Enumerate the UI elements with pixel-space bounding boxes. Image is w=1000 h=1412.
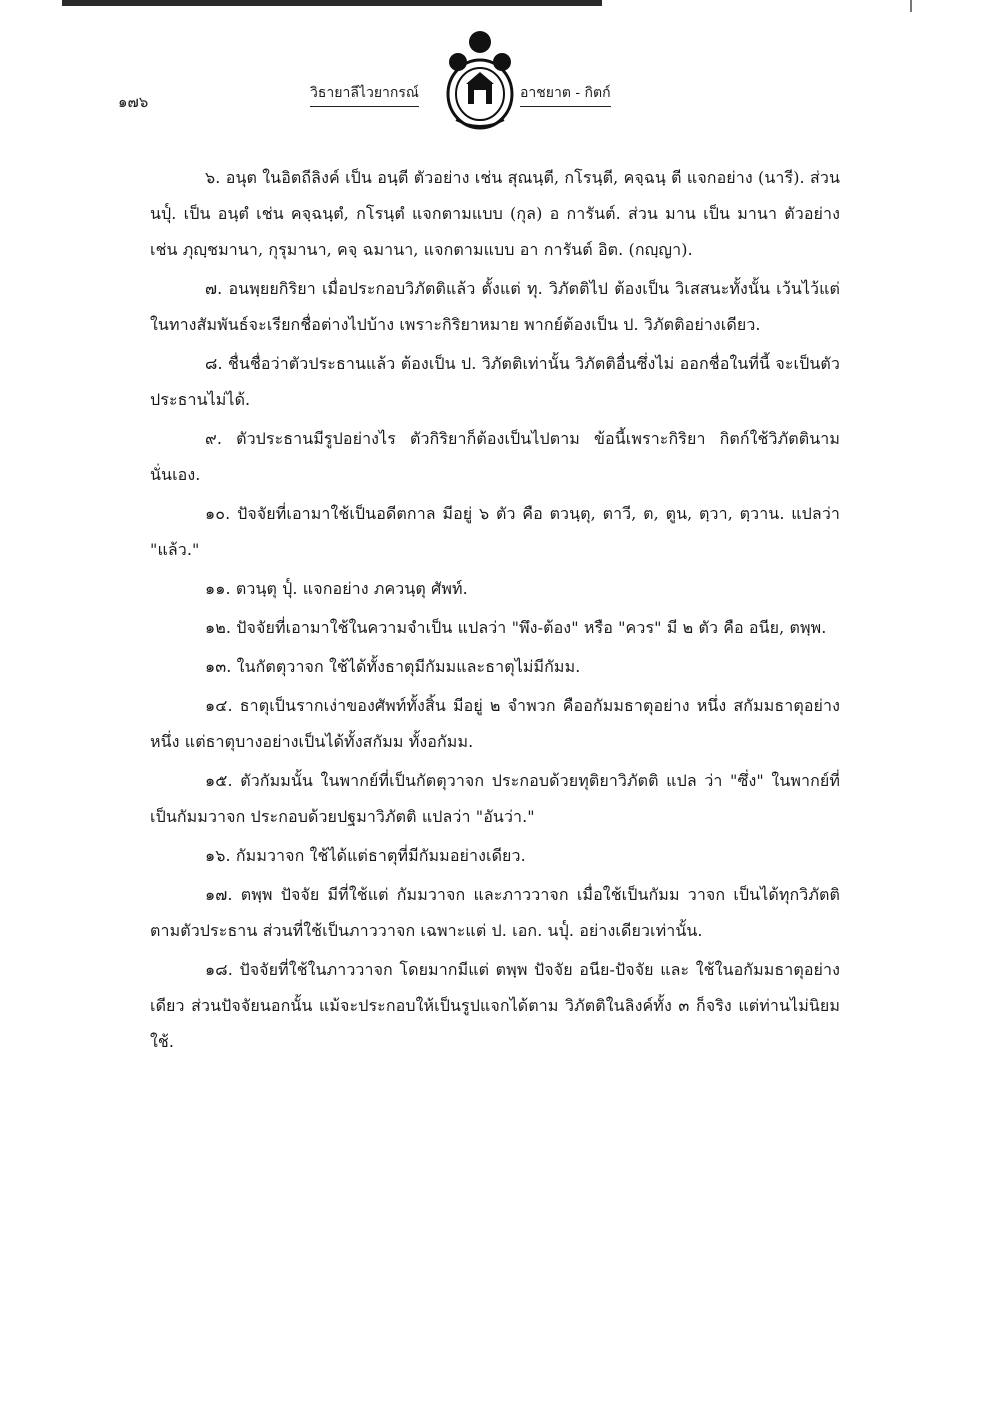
page-number: ๑๗๖ <box>118 93 149 111</box>
paragraph-text: อนพฺยยกิริยา เมื่อประกอบวิภัตติแล้ว ตั้งแต่ ทุ. วิภัตติไป ต้องเป็น วิเสสนะทั้งนั้น เว้นไว้แต่ในทางสัมพันธ์จะเรียกชื่อต่างไปบ้าง เพราะกิริยาหมาย พากย์ต้องเป็น ป. วิภัตติอย่างเดียว. <box>150 279 840 334</box>
paragraph <box>150 877 840 949</box>
paragraph-text: ธาตุเป็นรากเง่าของศัพท์ทั้งสิ้น มีอยู่ ๒ จำพวก คืออกัมมธาตุอย่าง หนึ่ง สกัมมธาตุอย่างหนึ่ง แต่ธาตุบางอย่างเป็นได้ทั้งสกัมม ทั้งอกัมม. <box>150 696 840 751</box>
paragraph <box>150 838 840 874</box>
paragraph <box>150 610 840 646</box>
paragraph-text: ตพฺพ ปัจจัย มีที่ใช้แต่ กัมมวาจก และภาววาจก เมื่อใช้เป็นกัมม วาจก เป็นได้ทุกวิภัตติตามตัวประธาน ส่วนที่ใช้เป็นภาววาจก เฉพาะแต่ ป. เอก. นปุ๎. อย่างเดียวเท่านั้น. <box>150 885 840 940</box>
paragraph <box>150 496 840 568</box>
paragraph <box>150 271 840 343</box>
paragraph-text: ชื่นชื่อว่าตัวประธานแล้ว ต้องเป็น ป. วิภัตติเท่านั้น วิภัตติอื่นซึ่งไม่ ออกชื่อในที่นี้ จะเป็นตัวประธานไม่ได้. <box>150 354 840 409</box>
item-number: ๑๐. <box>205 504 231 523</box>
paragraph <box>150 421 840 493</box>
item-number: ๑๖. <box>205 846 231 865</box>
paragraph-text: ตัวกัมมนั้น ในพากย์ที่เป็นกัตตุวาจก ประกอบด้วยทุติยาวิภัตติ แปล ว่า "ซึ่ง" ในพากย์ที่เป็นกัมมวาจก ประกอบด้วยปฐมาวิภัตติ แปลว่า "อันว่า." <box>150 771 841 826</box>
paragraph <box>150 952 840 1060</box>
paragraph <box>150 688 840 760</box>
running-title-left: วิธายาลีไวยากรณ์ <box>310 82 419 107</box>
item-number: ๑๕. <box>205 771 233 790</box>
item-number: ๑๒. <box>205 618 232 637</box>
paragraph-text: ปัจจัยที่เอามาใช้ในความจำเป็น แปลว่า "พึง-ต้อง" หรือ "ควร" มี ๒ ตัว คือ อนีย, ตพฺพ. <box>236 618 827 637</box>
scan-edge-mark-right <box>910 0 912 12</box>
body-text <box>150 160 840 1063</box>
paragraph <box>150 346 840 418</box>
paragraph-text: อนุต ในอิตถีลิงค์ เป็น อนฺตี ตัวอย่าง เช่น สุณนฺตี, กโรนฺตี, คจฺฉนฺ ตี แจกอย่าง (นารี). ส่วน นปุ๎. เป็น อนฺตํ เช่น คจฺฉนฺตํ, กโรนฺตํ แจกตามแบบ (กุล) อ การันต์. ส่วน มาน เป็น มานา ตัวอย่าง เช่น ภุญฺชมานา, กุรุมานา, คจฺ ฉมานา, แจกตามแบบ อา การันต์ อิต. (กญฺญา). <box>150 168 840 259</box>
paragraph <box>150 649 840 685</box>
item-number: ๑๔. <box>205 696 233 715</box>
item-number: ๑๗. <box>205 885 233 904</box>
paragraph-text: ปัจจัยที่เอามาใช้เป็นอดีตกาล มีอยู่ ๖ ตัว คือ ตวนฺตุ, ตาวี, ต, ตูน, ตฺวา, ตฺวาน. แปลว่า "แล้ว." <box>150 504 841 559</box>
paragraph-text: ในกัตตุวาจก ใช้ได้ทั้งธาตุมีกัมมและธาตุไม่มีกัมม. <box>236 657 581 676</box>
running-title-right: อาชยาต - กิตก์ <box>520 82 611 107</box>
page-header <box>0 28 1000 138</box>
item-number: ๙. <box>205 429 223 448</box>
item-number: ๑๘. <box>205 960 233 979</box>
item-number: ๖. <box>205 168 221 187</box>
item-number: ๗. <box>205 279 223 298</box>
paragraph <box>150 763 840 835</box>
paragraph-text: ปัจจัยที่ใช้ในภาววาจก โดยมากมีแต่ ตพฺพ ปัจจัย อนีย-ปัจจัย และ ใช้ในอกัมมธาตุอย่างเดียว ส่วนปัจจัยนอกนั้น แม้จะประกอบให้เป็นรูปแจกได้ตาม วิภัตติในลิงค์ทั้ง ๓ ก็จริง แต่ท่านไม่นิยมใช้. <box>150 960 840 1051</box>
paragraph-text: กัมมวาจก ใช้ได้แต่ธาตุที่มีกัมมอย่างเดียว. <box>235 846 526 865</box>
item-number: ๑๑. <box>205 579 231 598</box>
paragraph-text: ตวนฺตุ ปุ๎. แจกอย่าง ภควนฺตุ ศัพท์. <box>235 579 468 598</box>
seal-icon <box>438 28 522 132</box>
item-number: ๑๓. <box>205 657 232 676</box>
item-number: ๘. <box>205 354 223 373</box>
scan-edge-mark <box>62 0 602 6</box>
paragraph <box>150 160 840 268</box>
paragraph-text: ตัวประธานมีรูปอย่างไร ตัวกิริยาก็ต้องเป็นไปตาม ข้อนี้เพราะกิริยา กิตก์ใช้วิภัตตินามนั่นเอง. <box>150 429 840 484</box>
paragraph <box>150 571 840 607</box>
